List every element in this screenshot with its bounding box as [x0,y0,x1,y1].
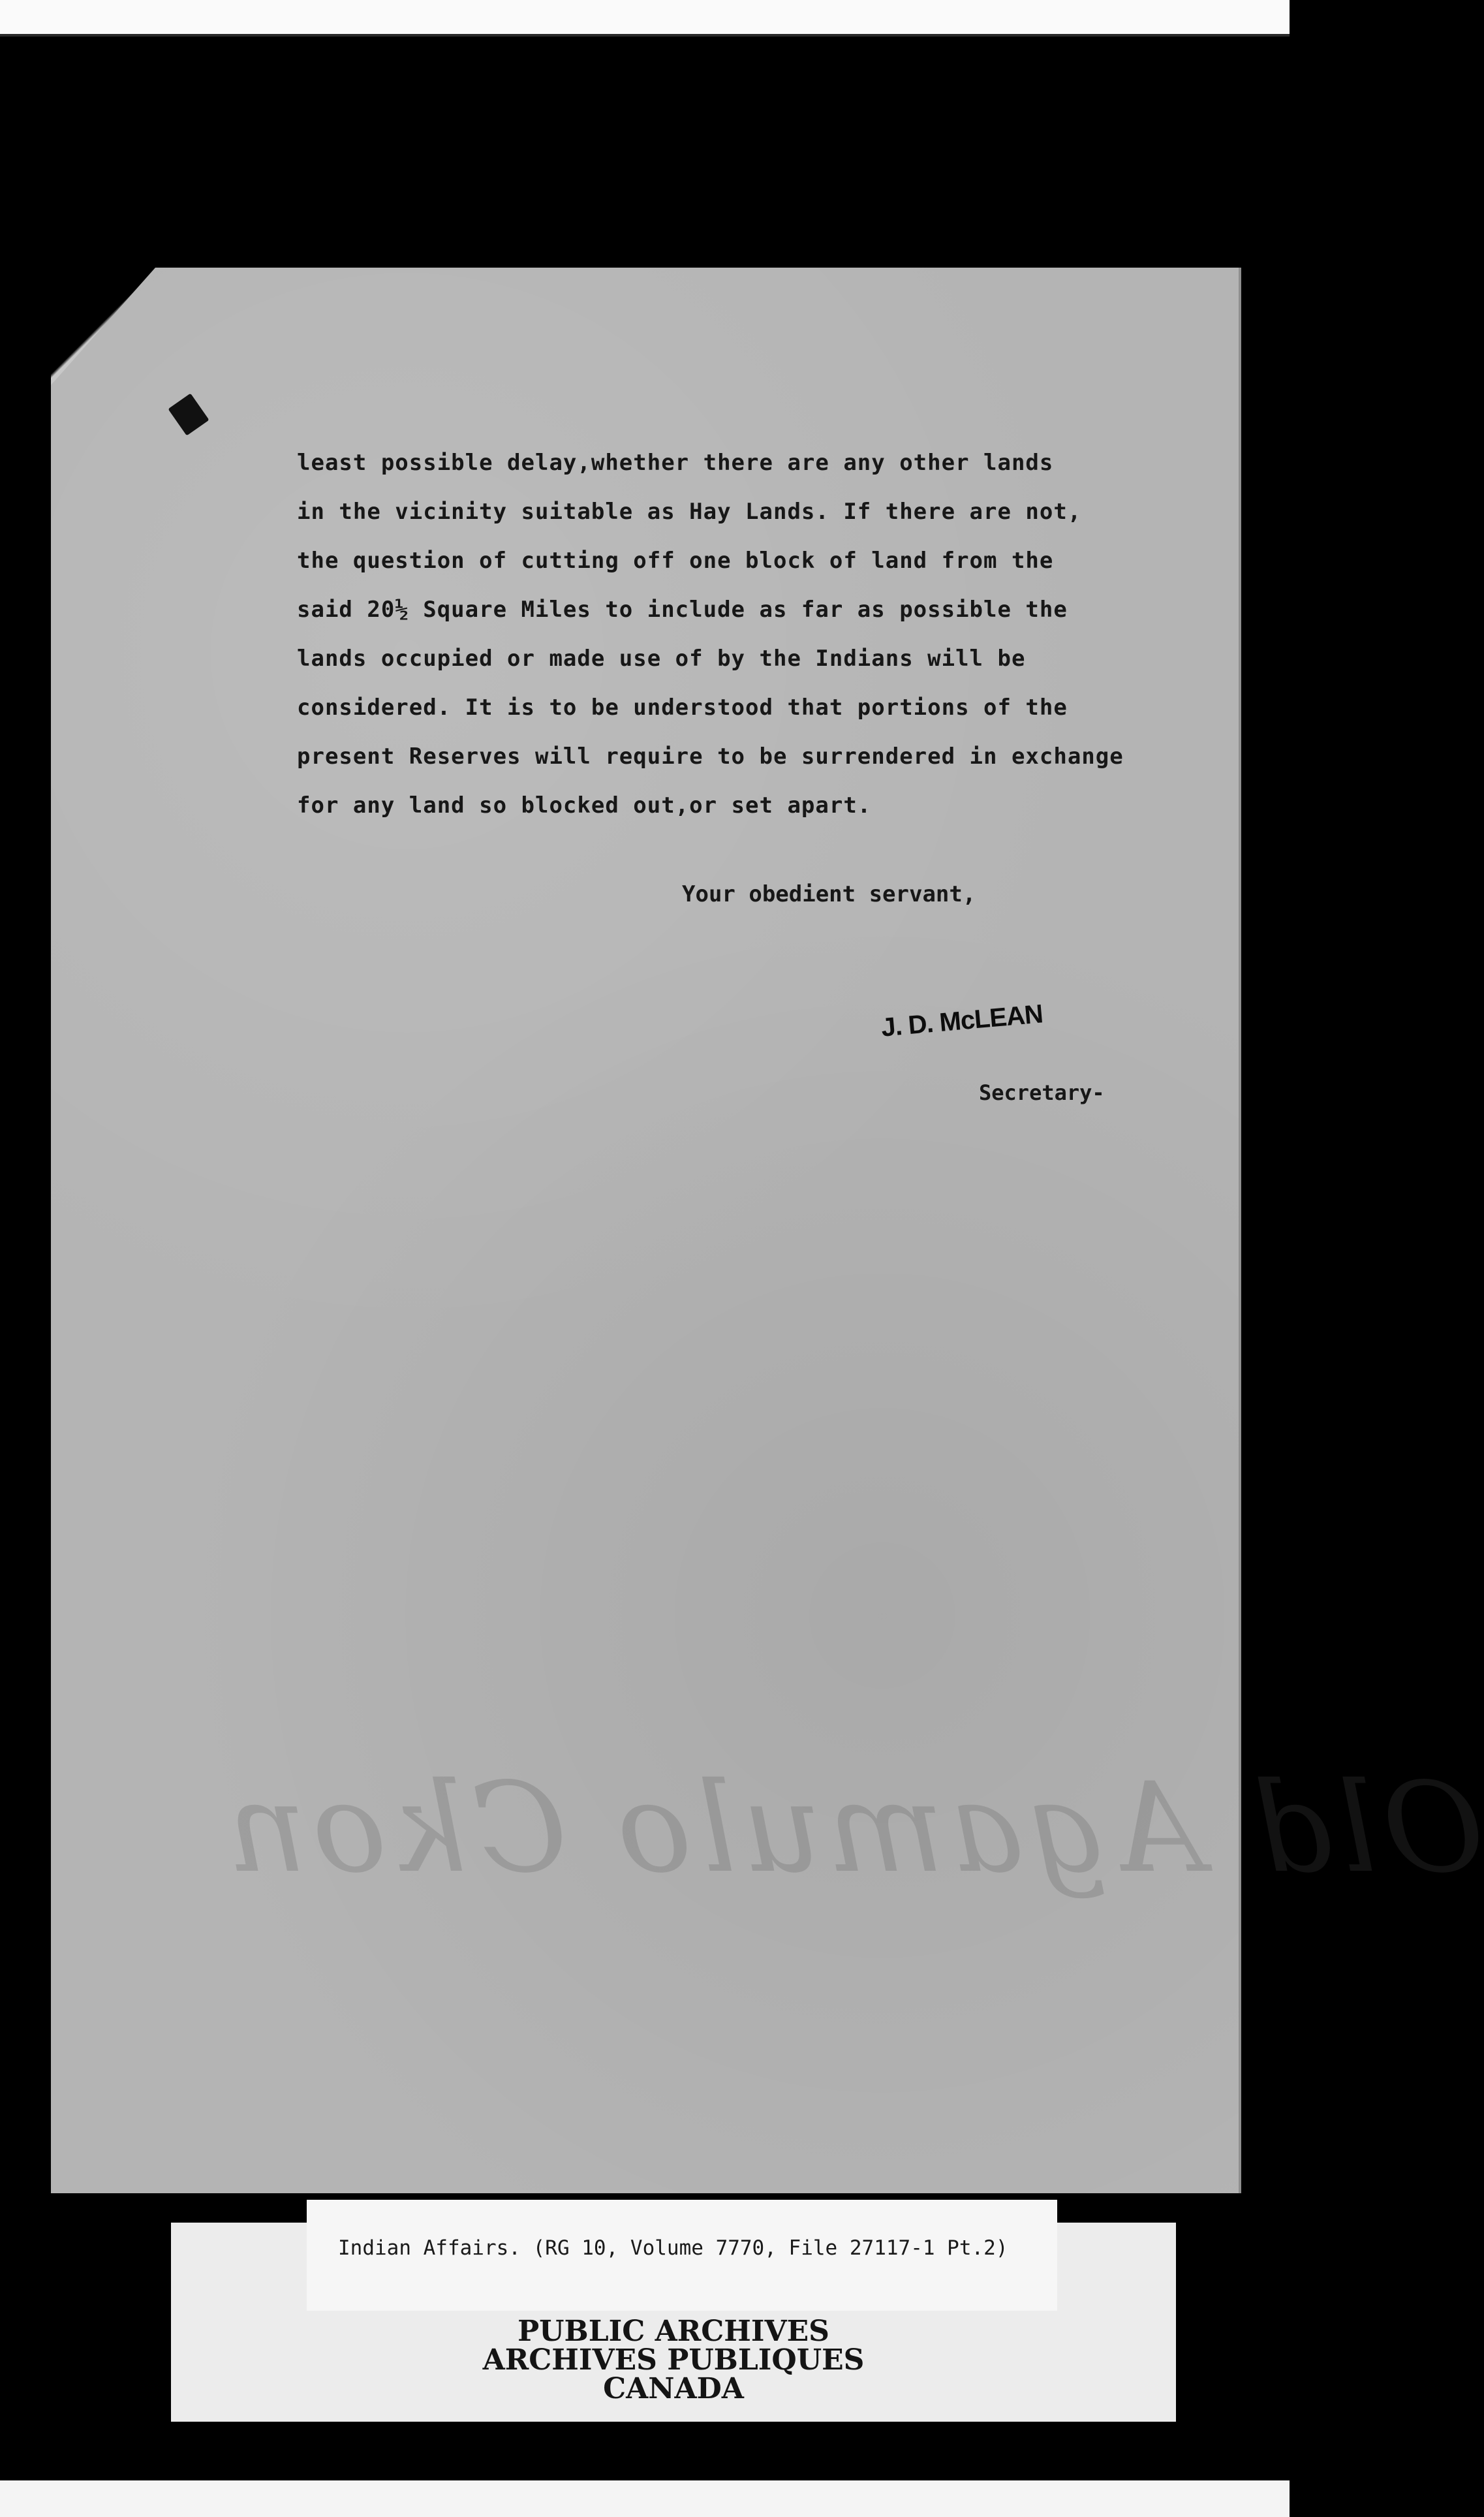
letter-line: lands occupied or made use of by the Indians will be [297,646,1026,672]
letter-line: least possible delay,whether there are any other lands [297,450,1054,476]
letter-line: the question of cutting off one block of land from the [297,548,1054,574]
closing-salutation: Your obedient servant, [682,881,976,907]
film-bottom-margin [0,2480,1290,2517]
letter-line: present Reserves will require to be surrendered in exchange [297,743,1124,770]
bleed-through-watermark: Old Agamulo Ckon [222,1756,1484,1900]
archive-reference-label [307,2200,1057,2311]
signatory-title: Secretary- [979,1080,1105,1105]
archive-stamp-line: CANADA [603,2372,744,2405]
archive-stamp [171,2317,1176,2403]
letter-line: in the vicinity suitable as Hay Lands. If there are not, [297,499,1082,525]
letter-body [297,439,1211,830]
letter-line: said 20½ Square Miles to include as far as possible the [297,597,1068,623]
letter-line: for any land so blocked out,or set apart. [297,792,872,819]
letter-line: considered. It is to be understood that portions of the [297,695,1068,721]
archive-stamp-line: ARCHIVES PUBLIQUES [482,2343,865,2377]
film-top-margin [0,0,1290,34]
archive-stamp-line: PUBLIC ARCHIVES [518,2315,829,2348]
signature-stamp: J. D. McLEAN [880,999,1044,1042]
archive-reference-text: Indian Affairs. (RG 10, Volume 7770, File 27117-1 Pt.2) [338,2236,1008,2260]
film-frame-edge [0,34,1290,37]
